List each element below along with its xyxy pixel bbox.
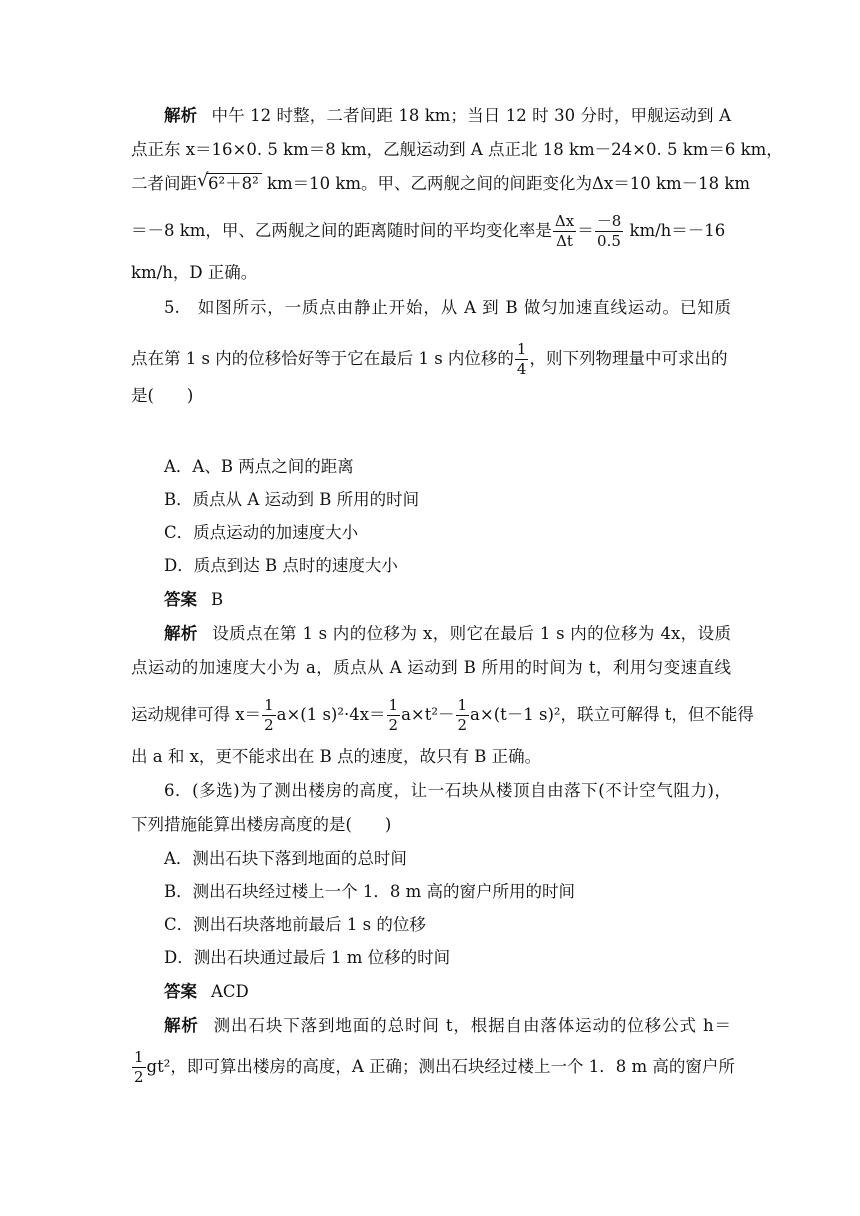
text: 点在第 1 s 内的位移恰好等于它在最后 1 s 内位移的 — [131, 349, 514, 368]
text-line: 点运动的加速度大小为 a，质点从 A 运动到 B 所用的时间为 t，利用匀变速直线 — [131, 658, 731, 677]
question-5-stem — [131, 342, 731, 377]
text-line — [131, 696, 754, 734]
analysis-line — [164, 1014, 731, 1038]
question-6-stem: 6．(多选)为了测出楼房的高度，让一石块从楼顶自由落下(不计空气阻力)， — [164, 781, 731, 800]
answer-label: 答案 — [164, 982, 197, 1001]
fraction — [515, 342, 529, 377]
denominator: 2 — [264, 716, 274, 734]
numerator: Δx — [554, 212, 575, 230]
answer-line — [164, 980, 731, 1004]
sqrt-content: 6²＋8² — [207, 173, 262, 193]
text: 设质点在第 1 s 内的位移为 x，则它在最后 1 s 内的位移为 4x，设质 — [211, 624, 732, 643]
answer-value: ACD — [211, 982, 249, 1001]
text: a×(1 s)²·4x＝ — [276, 705, 386, 724]
analysis-label: 解析 — [164, 106, 198, 125]
text: ＝ — [577, 221, 594, 240]
sqrt-expression: √ 6²＋8² — [197, 172, 262, 196]
text-line: 出 a 和 x，更不能求出在 B 点的速度，故只有 B 正确。 — [131, 747, 542, 766]
fraction-half — [262, 698, 276, 733]
text: 测出石块下落到地面的总时间 t，根据自由落体运动的位移公式 h＝ — [212, 1016, 731, 1035]
denominator: Δt — [556, 232, 573, 250]
answer-label: 答案 — [164, 590, 197, 609]
text-line: km/h，D 正确。 — [131, 263, 258, 282]
fraction-half — [387, 698, 401, 733]
option-b: B．质点从 A 运动到 B 所用的时间 — [164, 490, 420, 509]
text: a×t²－ — [401, 705, 455, 724]
text-line — [131, 214, 731, 249]
text: a×(t－1 s)²，联立可解得 t，但不能得 — [470, 705, 754, 724]
denominator: 2 — [457, 716, 468, 734]
text: 运动规律可得 x＝ — [131, 705, 262, 724]
option-d: D．质点到达 B 点时的速度大小 — [164, 556, 398, 575]
option-a: A．测出石块下落到地面的总时间 — [164, 849, 407, 868]
analysis-label: 解析 — [164, 624, 198, 643]
text: gt²，即可算出楼房的高度，A 正确；测出石块经过楼上一个 1．8 m 高的窗户所 — [146, 1057, 735, 1076]
denominator: 0.5 — [597, 232, 621, 250]
text: km/h＝－16 — [624, 221, 726, 240]
numerator: 1 — [388, 696, 399, 714]
option-d: D．测出石块通过最后 1 m 位移的时间 — [164, 948, 451, 967]
text: 中午 12 时整，二者间距 18 km；当日 12 时 30 分时，甲舰运动到 A — [211, 106, 732, 125]
text-line — [131, 170, 750, 196]
denominator: 4 — [516, 360, 527, 378]
analysis-line — [164, 104, 731, 128]
fraction — [595, 214, 624, 249]
numerator: 1 — [134, 1048, 144, 1066]
option-a: A．A、B 两点之间的距离 — [164, 457, 354, 476]
analysis-label: 解析 — [164, 1016, 199, 1035]
denominator: 2 — [388, 716, 399, 734]
question-6-stem: 下列措施能算出楼房高度的是( ) — [131, 815, 392, 834]
option-b: B．测出石块经过楼上一个 1．8 m 高的窗户所用的时间 — [164, 882, 576, 901]
fraction-half — [132, 1050, 146, 1085]
fraction — [553, 214, 576, 249]
text-line — [131, 1048, 735, 1086]
text: ，则下列物理量中可求出的 — [529, 349, 728, 368]
text: km＝10 km。甲、乙两舰之间的间距变化为Δx＝10 km－18 km — [261, 174, 750, 193]
question-5-stem: 是( ) — [131, 386, 194, 405]
answer-value: B — [211, 590, 224, 609]
analysis-line — [164, 622, 731, 646]
text-line: 点正东 x＝16×0. 5 km＝8 km，乙舰运动到 A 点正北 18 km－24×0. 5 km＝6 km， — [131, 140, 783, 159]
option-c: C．质点运动的加速度大小 — [164, 523, 359, 542]
question-5-stem: 5. 如图所示，一质点由静止开始，从 A 到 B 做匀加速直线运动。已知质 — [164, 298, 731, 317]
option-c: C．测出石块落地前最后 1 s 的位移 — [164, 915, 426, 934]
answer-line — [164, 588, 731, 612]
numerator: －8 — [596, 212, 622, 230]
text: ＝－8 km，甲、乙两舰之间的距离随时间的平均变化率是 — [131, 221, 552, 240]
numerator: 1 — [264, 696, 274, 714]
text: 二者间距 — [131, 174, 197, 193]
numerator: 1 — [516, 340, 527, 358]
fraction-half — [456, 698, 470, 733]
denominator: 2 — [134, 1068, 144, 1086]
numerator: 1 — [457, 696, 468, 714]
